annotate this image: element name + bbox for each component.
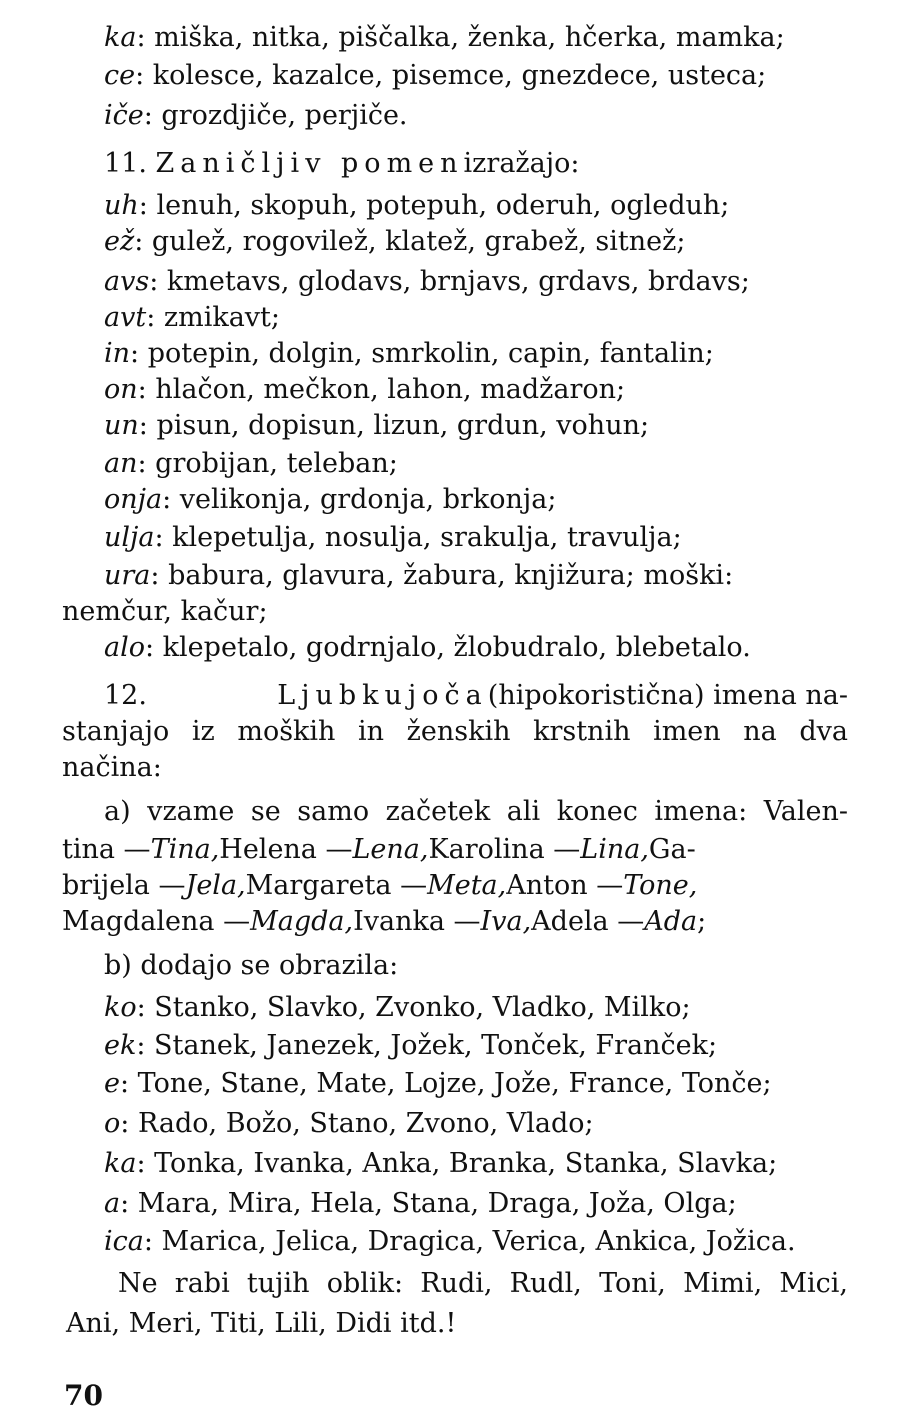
page-number: 70	[64, 1379, 103, 1412]
text-line: e: Tone, Stane, Mate, Lojze, Jože, France, Tonče;	[104, 1068, 772, 1099]
text-line: onja: velikonja, grdonja, brkonja;	[104, 484, 557, 515]
text-line: o: Rado, Božo, Stano, Zvono, Vlado;	[104, 1108, 594, 1139]
section-heading: 11. Zaničljiv pomenizražajo:	[104, 148, 580, 179]
text-line: alo: klepetalo, godrnjalo, žlobudralo, blebetalo.	[104, 632, 751, 663]
section-heading: 12. Ljubkujoča(hipokoristična) imena na-	[104, 680, 848, 711]
text-line: ek: Stanek, Janezek, Jožek, Tonček, Franček;	[104, 1030, 718, 1061]
text-line: ce: kolesce, kazalce, pisemce, gnezdece, usteca;	[104, 60, 767, 91]
text-line: stanjajo iz moških in ženskih krstnih imen na dva	[62, 716, 848, 747]
text-line: ka: Tonka, Ivanka, Anka, Branka, Stanka, Slavka;	[104, 1148, 778, 1179]
text-line: iče: grozdjiče, perjiče.	[104, 100, 408, 131]
text-line: avt: zmikavt;	[104, 302, 281, 333]
text-line: in: potepin, dolgin, smrkolin, capin, fantalin;	[104, 338, 714, 369]
text-line: ica: Marica, Jelica, Dragica, Verica, Ankica, Jožica.	[104, 1226, 796, 1257]
text-line: nemčur, kačur;	[62, 596, 268, 627]
text-line: Magdalena —Magda,Ivanka —Iva,Adela —Ada;	[62, 906, 707, 937]
text-line: avs: kmetavs, glodavs, brnjavs, grdavs, brdavs;	[104, 266, 750, 297]
text-line: ka: miška, nitka, piščalka, ženka, hčerka, mamka;	[104, 22, 785, 53]
text-line: ura: babura, glavura, žabura, knjižura; moški:	[104, 560, 734, 591]
text-line: ulja: klepetulja, nosulja, srakulja, travulja;	[104, 522, 682, 553]
text-line: on: hlačon, mečkon, lahon, madžaron;	[104, 374, 626, 405]
text-line: uh: lenuh, skopuh, potepuh, oderuh, ogleduh;	[104, 190, 730, 221]
text-line: ko: Stanko, Slavko, Zvonko, Vladko, Milko;	[104, 992, 691, 1023]
text-line: an: grobijan, teleban;	[104, 448, 398, 479]
text-line: ež: gulež, rogovilež, klatež, grabež, sitnež;	[104, 226, 686, 257]
text-line: brijela —Jela,Margareta —Meta,Anton —Tone,	[62, 870, 698, 901]
text-line: Ne rabi tujih oblik: Rudi, Rudl, Toni, Mimi, Mici,	[118, 1268, 848, 1299]
text-line: načina:	[62, 752, 162, 783]
text-line: b) dodajo se obrazila:	[104, 950, 399, 981]
text-line: a: Mara, Mira, Hela, Stana, Draga, Joža, Olga;	[104, 1188, 737, 1219]
text-line: Ani, Meri, Titi, Lili, Didi itd.!	[66, 1308, 457, 1339]
text-line: tina —Tina,Helena —Lena,Karolina —Lina,Ga-	[62, 834, 696, 865]
text-line: a) vzame se samo začetek ali konec imena: Valen-	[104, 796, 848, 827]
text-line: un: pisun, dopisun, lizun, grdun, vohun;	[104, 410, 650, 441]
